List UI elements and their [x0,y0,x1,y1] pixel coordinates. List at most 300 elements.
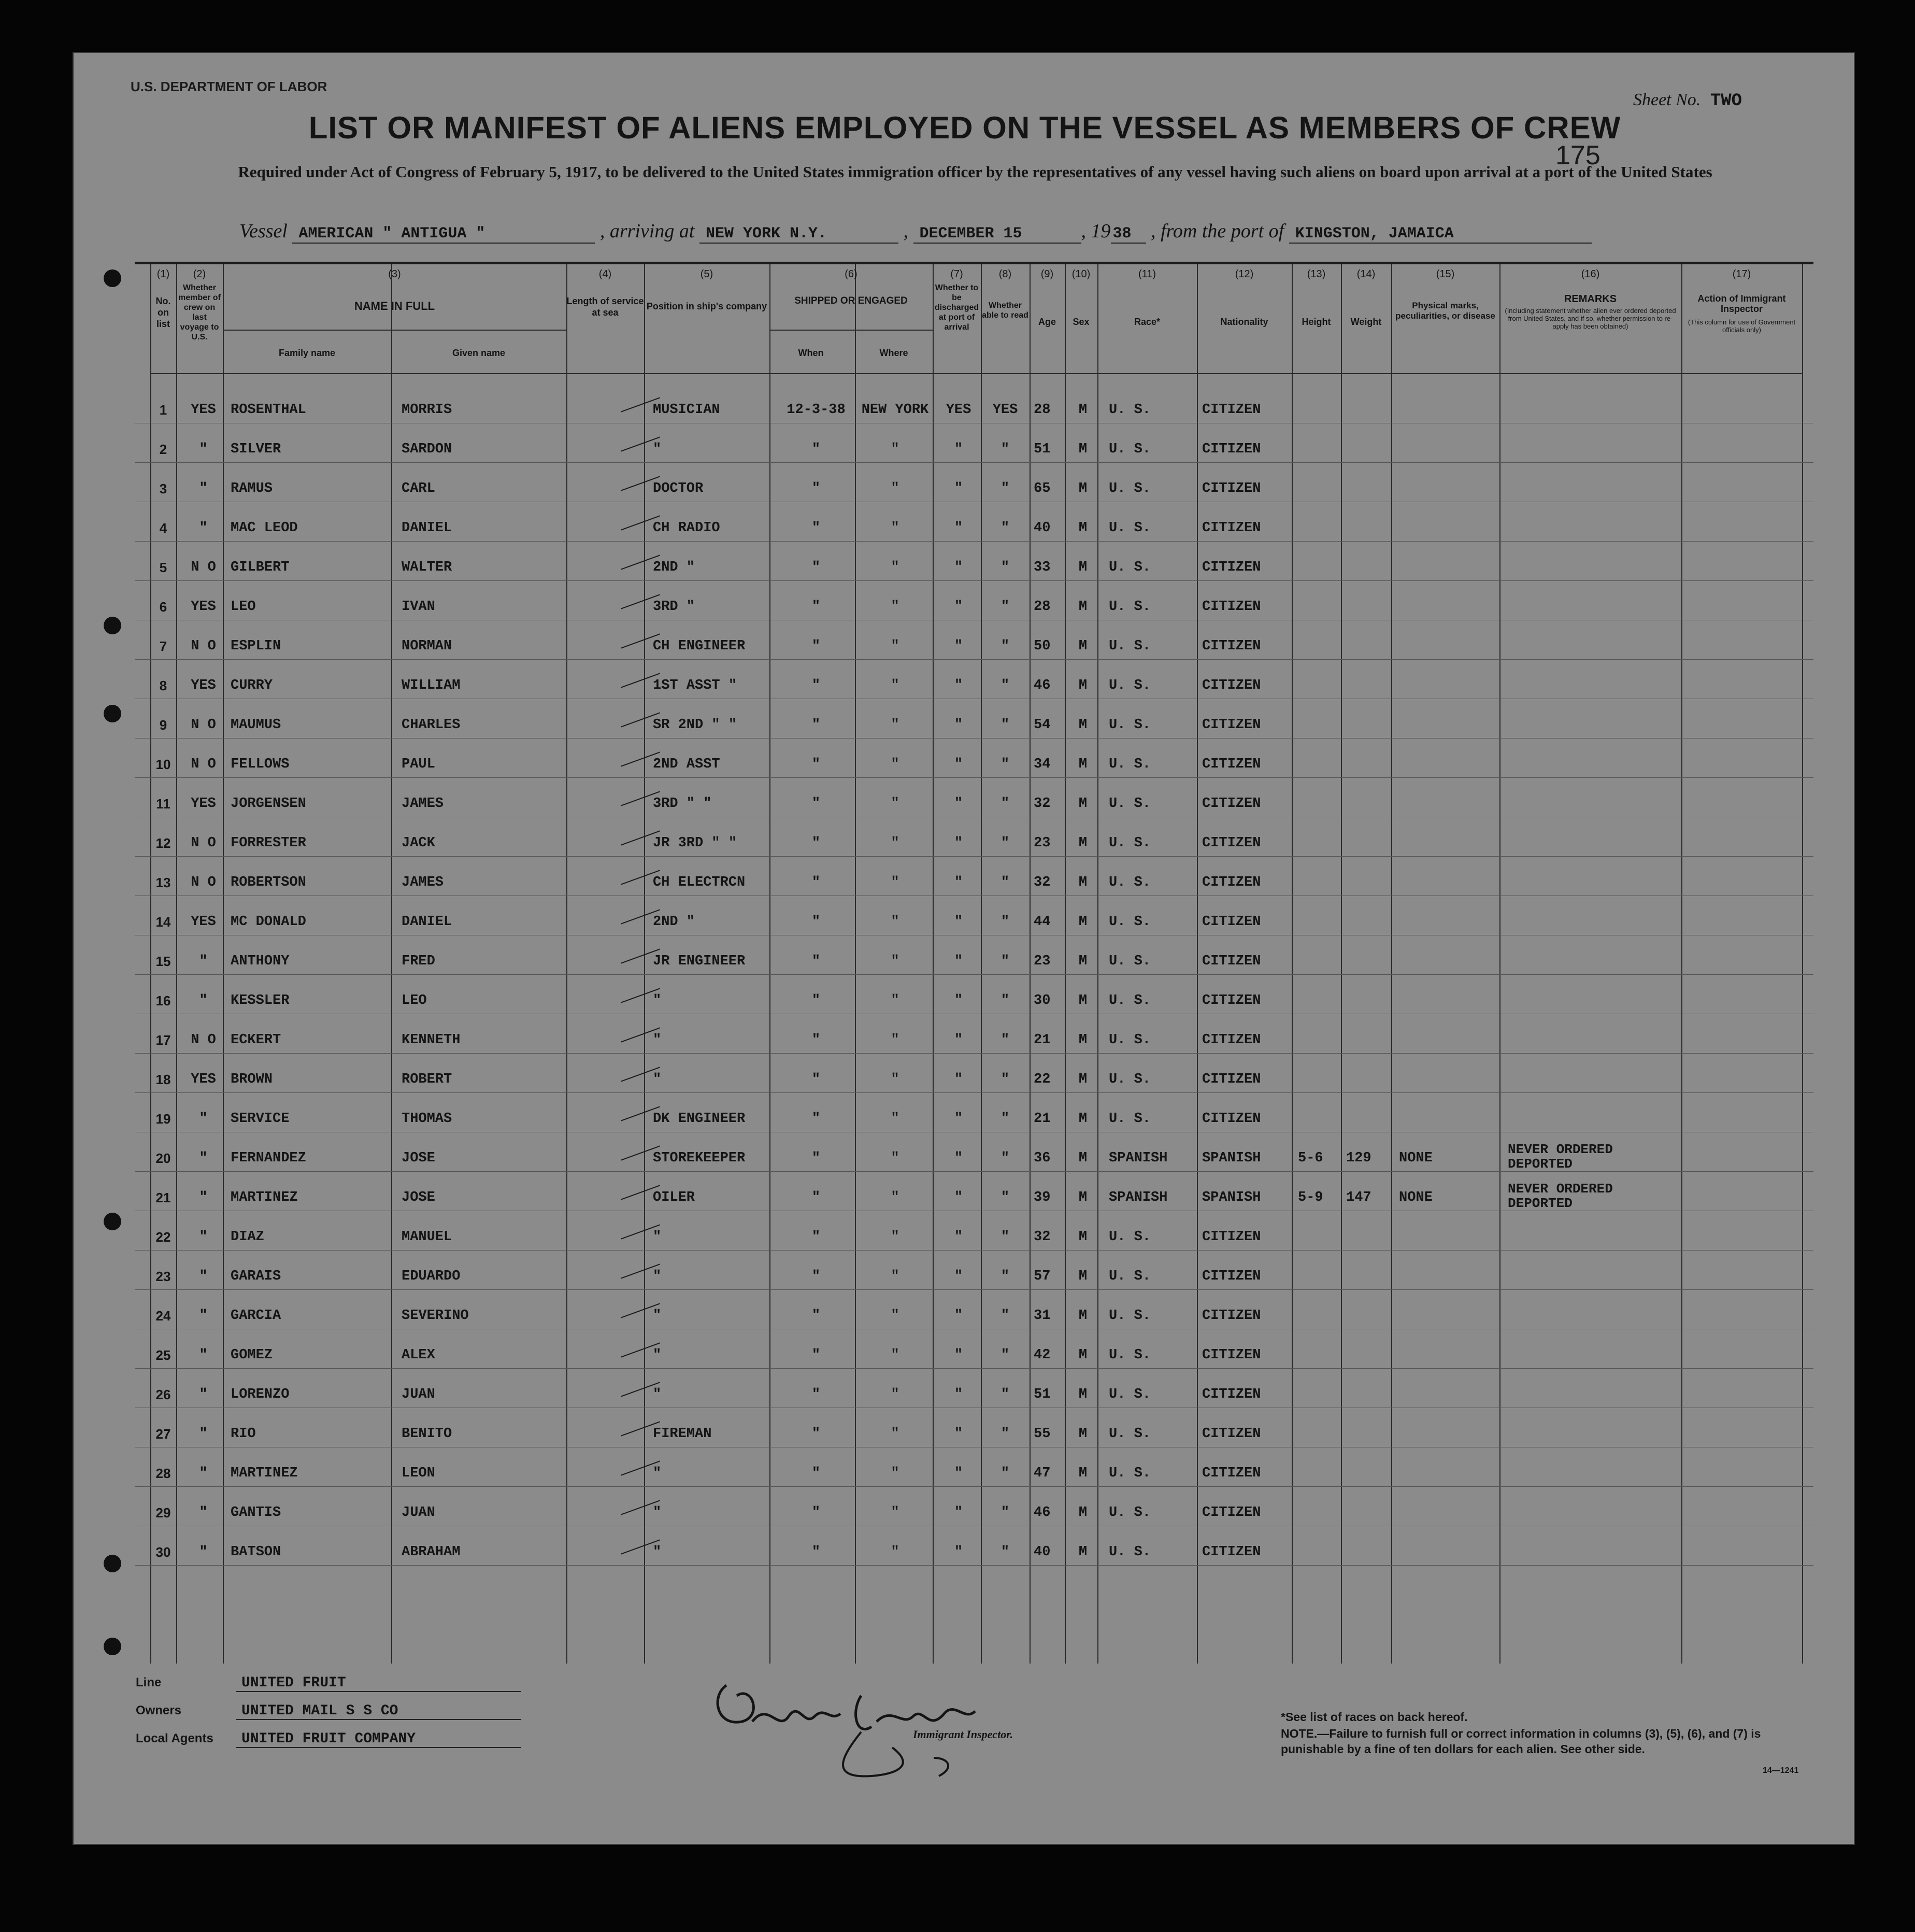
cell-shipped-where: " [891,1347,899,1363]
cell-last-voyage: N O [191,1032,216,1048]
cell-nationality: CITIZEN [1202,717,1261,733]
cell-nationality: CITIZEN [1202,1229,1261,1245]
cell-given-name: IVAN [402,599,435,615]
cell-last-voyage: " [199,993,208,1008]
table-row [135,1053,1813,1093]
cell-last-voyage: YES [191,914,216,930]
cell-family-name: MAUMUS [231,717,281,733]
cell-sex: M [1078,1426,1088,1442]
cell-sex: M [1078,638,1088,654]
sheet-number [1633,90,1742,111]
cell-sex: M [1078,402,1088,418]
table-row [135,935,1813,975]
cell-row-number: 24 [155,1308,171,1324]
line-label: Line [136,1675,162,1689]
col-num-14: (14) [1356,268,1376,280]
table-row [135,699,1813,738]
cell-nationality: CITIZEN [1202,875,1261,890]
cell-race: U. S. [1109,1269,1151,1284]
cell-shipped-when: " [811,678,821,693]
cell-age: 65 [1034,481,1051,496]
cell-row-number: 27 [155,1426,171,1442]
cell-last-voyage: YES [191,402,216,418]
cell-shipped-when: " [811,993,821,1008]
cell-shipped-when: 12-3-38 [787,402,846,418]
cell-family-name: GARAIS [231,1269,281,1284]
col-num-16: (16) [1581,268,1600,280]
owners-label: Owners [136,1703,182,1717]
cell-sex: M [1078,1269,1088,1284]
cell-last-voyage: " [199,1308,208,1324]
header-able-to-read: Whether able to read [982,301,1028,320]
cell-discharged: " [954,993,963,1008]
cell-physical-marks: NONE [1399,1150,1433,1166]
cell-shipped-where: " [891,442,899,457]
cell-age: 46 [1034,1505,1051,1521]
cell-sex: M [1078,599,1088,615]
cell-family-name: ESPLIN [231,638,281,654]
cell-given-name: WILLIAM [402,678,461,693]
cell-able-to-read: " [1001,1032,1010,1048]
cell-discharged: " [954,835,963,851]
cell-given-name: SEVERINO [402,1308,469,1324]
cell-shipped-where: " [891,954,899,969]
cell-last-voyage: " [199,1347,208,1363]
document-subtitle: Required under Act of Congress of February 5, 1917, to be delivered to the United States immigration officer by the representatives of any vessel having such aliens on board upon arrival at a port of the United States [238,163,1712,181]
table-row [135,423,1813,463]
cell-able-to-read: " [1001,1505,1010,1521]
agents-label: Local Agents [136,1731,213,1745]
cell-shipped-when: " [811,1032,821,1048]
cell-nationality: CITIZEN [1202,599,1261,615]
cell-position: 2ND ASST [653,757,720,772]
table-row [135,856,1813,896]
cell-family-name: KESSLER [231,993,290,1008]
header-shipped-or-engaged: SHIPPED OR ENGAGED [794,295,908,306]
arrival-date: DECEMBER 15 [913,225,1081,244]
departure-port: KINGSTON, JAMAICA [1289,225,1592,244]
cell-last-voyage: " [199,1269,208,1284]
cell-position: " [653,1072,662,1087]
cell-sex: M [1078,1032,1088,1048]
cell-nationality: CITIZEN [1202,678,1261,693]
cell-position: CH ELECTRCN [653,875,746,890]
cell-able-to-read: " [1001,1269,1010,1284]
cell-position: JR ENGINEER [653,954,746,969]
cell-race: U. S. [1109,1111,1151,1127]
cell-age: 30 [1034,993,1051,1008]
cell-position: 2ND " [653,914,695,930]
cell-family-name: JORGENSEN [231,796,306,812]
punch-hole [104,705,121,722]
cell-discharged: " [954,1229,963,1245]
cell-sex: M [1078,1308,1088,1324]
cell-nationality: CITIZEN [1202,1426,1261,1442]
cell-shipped-where: " [891,717,899,733]
cell-last-voyage: " [199,481,208,496]
cell-shipped-where: " [891,1269,899,1284]
from-port-label: , from the port of [1151,220,1284,242]
cell-shipped-when: " [811,1387,821,1402]
form-number: 14—1241 [1763,1766,1799,1775]
cell-race: U. S. [1109,757,1151,772]
cell-shipped-when: " [811,1466,821,1481]
cell-last-voyage: " [199,1544,208,1560]
cell-nationality: CITIZEN [1202,835,1261,851]
cell-row-number: 21 [155,1190,171,1205]
header-inspector-action: Action of Immigrant Inspector [1697,293,1786,314]
cell-row-number: 26 [155,1387,171,1402]
cell-shipped-when: " [811,1150,821,1166]
table-row [135,620,1813,660]
cell-shipped-when: " [811,914,821,930]
cell-given-name: MANUEL [402,1229,452,1245]
cell-row-number: 12 [155,835,171,851]
cell-family-name: MAC LEOD [231,520,298,536]
cell-nationality: CITIZEN [1202,1466,1261,1481]
vessel-line [239,220,1742,244]
cell-race: U. S. [1109,1544,1151,1560]
cell-able-to-read: " [1001,1150,1010,1166]
cell-row-number: 17 [155,1032,171,1048]
cell-family-name: ROBERTSON [231,875,306,890]
table-row [135,777,1813,817]
cell-family-name: MARTINEZ [231,1466,298,1481]
cell-shipped-when: " [811,1347,821,1363]
cell-position: 1ST ASST " [653,678,737,693]
cell-able-to-read: " [1001,914,1010,930]
date-separator: , [903,220,908,242]
cell-given-name: JAMES [402,875,444,890]
cell-remarks: NEVER ORDERED DEPORTED [1508,1142,1613,1172]
cell-row-number: 9 [159,717,167,733]
cell-shipped-when: " [811,835,821,851]
cell-position: FIREMAN [653,1426,712,1442]
header-height: Height [1302,317,1331,327]
cell-given-name: JUAN [402,1387,435,1402]
cell-age: 44 [1034,914,1051,930]
cell-race: U. S. [1109,1072,1151,1087]
cell-last-voyage: N O [191,835,216,851]
cell-discharged: " [954,1308,963,1324]
cell-nationality: CITIZEN [1202,1505,1261,1521]
col-num-15: (15) [1436,268,1455,280]
cell-last-voyage: " [199,954,208,969]
cell-family-name: ECKERT [231,1032,281,1048]
cell-shipped-where: " [891,835,899,851]
cell-family-name: BATSON [231,1544,281,1560]
cell-shipped-where: " [891,1150,899,1166]
cell-last-voyage: N O [191,717,216,733]
cell-family-name: FERNANDEZ [231,1150,306,1166]
cell-able-to-read: " [1001,678,1010,693]
cell-position: " [653,1269,662,1284]
cell-last-voyage: " [199,442,208,457]
cell-sex: M [1078,954,1088,969]
cell-family-name: FELLOWS [231,757,290,772]
cell-row-number: 22 [155,1229,171,1245]
cell-row-number: 4 [159,520,167,536]
cell-shipped-where: " [891,560,899,575]
cell-nationality: CITIZEN [1202,638,1261,654]
cell-sex: M [1078,1190,1088,1205]
table-row [135,462,1813,502]
cell-position: " [653,1347,662,1363]
cell-last-voyage: N O [191,560,216,575]
cell-discharged: " [954,1190,963,1205]
cell-nationality: CITIZEN [1202,402,1261,418]
cell-nationality: CITIZEN [1202,993,1261,1008]
cell-race: U. S. [1109,1347,1151,1363]
cell-age: 22 [1034,1072,1051,1087]
cell-age: 23 [1034,954,1051,969]
cell-shipped-where: " [891,1505,899,1521]
cell-given-name: EDUARDO [402,1269,461,1284]
cell-last-voyage: YES [191,678,216,693]
cell-given-name: ALEX [402,1347,435,1363]
cell-row-number: 5 [159,560,167,575]
table-row [135,1211,1813,1251]
table-row [135,1447,1813,1487]
cell-nationality: CITIZEN [1202,1072,1261,1087]
cell-given-name: DANIEL [402,520,452,536]
cell-discharged: " [954,1111,963,1127]
cell-shipped-where: " [891,1544,899,1560]
col-num-5: (5) [700,268,713,280]
cell-nationality: CITIZEN [1202,442,1261,457]
cell-nationality: CITIZEN [1202,1347,1261,1363]
cell-last-voyage: YES [191,599,216,615]
cell-able-to-read: " [1001,875,1010,890]
cell-shipped-where: " [891,1229,899,1245]
cell-nationality: CITIZEN [1202,1308,1261,1324]
cell-shipped-when: " [811,796,821,812]
cell-nationality: CITIZEN [1202,1387,1261,1402]
cell-shipped-when: " [811,1190,821,1205]
cell-last-voyage: " [199,1466,208,1481]
penalty-note: NOTE.—Failure to furnish full or correct information in columns (3), (5), (6), and (7) is punishable by a fine of ten dollars for each alien. See other side. [1281,1727,1761,1756]
cell-discharged: " [954,717,963,733]
cell-nationality: CITIZEN [1202,481,1261,496]
cell-discharged: " [954,796,963,812]
crew-table [135,262,1813,1664]
cell-shipped-when: " [811,638,821,654]
cell-race: SPANISH [1109,1190,1168,1205]
cell-age: 51 [1034,442,1051,457]
cell-shipped-where: " [891,638,899,654]
footer-agents [136,1731,521,1748]
col-num-12: (12) [1235,268,1254,280]
cell-nationality: CITIZEN [1202,796,1261,812]
cell-race: U. S. [1109,481,1151,496]
manifest-sheet [73,52,1855,1845]
cell-height: 5-9 [1298,1190,1323,1205]
cell-shipped-where: " [891,1308,899,1324]
races-note: *See list of races on back hereof. [1281,1710,1468,1724]
table-row [135,1526,1813,1566]
cell-race: U. S. [1109,954,1151,969]
arriving-label: , arriving at [599,220,695,242]
header-position: Position in ship's company [646,301,767,311]
cell-weight: 129 [1346,1150,1371,1166]
header-when: When [798,348,824,358]
sheet-number-value: TWO [1710,91,1742,111]
cell-given-name: ABRAHAM [402,1544,461,1560]
cell-nationality: CITIZEN [1202,560,1261,575]
cell-age: 57 [1034,1269,1051,1284]
cell-position: 3RD " [653,599,695,615]
cell-age: 36 [1034,1150,1051,1166]
cell-given-name: WALTER [402,560,452,575]
cell-able-to-read: " [1001,1544,1010,1560]
header-physical-marks: Physical marks, peculiarities, or disease [1395,301,1495,321]
cell-position: SR 2ND " " [653,717,737,733]
cell-race: U. S. [1109,1505,1151,1521]
cell-shipped-when: " [811,1111,821,1127]
cell-row-number: 19 [155,1111,171,1127]
inspector-label: Immigrant Inspector. [913,1728,1013,1741]
cell-shipped-where: " [891,875,899,890]
cell-discharged: YES [946,402,971,418]
cell-shipped-where: " [891,1466,899,1481]
cell-row-number: 10 [155,757,171,772]
cell-age: 31 [1034,1308,1051,1324]
arriving-port: NEW YORK N.Y. [699,225,898,244]
header-name-in-full: NAME IN FULL [354,300,435,312]
cell-shipped-when: " [811,442,821,457]
cell-sex: M [1078,993,1088,1008]
cell-last-voyage: " [199,1111,208,1127]
cell-sex: M [1078,678,1088,693]
owners-value: UNITED MAIL S S CO [236,1703,521,1720]
cell-sex: M [1078,1347,1088,1363]
cell-shipped-where: " [891,914,899,930]
cell-row-number: 8 [159,678,167,693]
cell-nationality: CITIZEN [1202,520,1261,536]
cell-sex: M [1078,481,1088,496]
cell-discharged: " [954,1032,963,1048]
cell-row-number: 7 [159,638,167,654]
cell-sex: M [1078,1229,1088,1245]
cell-shipped-where: " [891,1072,899,1087]
cell-age: 42 [1034,1347,1051,1363]
cell-able-to-read: " [1001,1111,1010,1127]
table-row [135,896,1813,935]
cell-sex: M [1078,1072,1088,1087]
department-label: U.S. DEPARTMENT OF LABOR [131,79,327,94]
cell-shipped-where: " [891,520,899,536]
cell-position: JR 3RD " " [653,835,737,851]
cell-row-number: 30 [155,1544,171,1560]
cell-shipped-where: " [891,1387,899,1402]
cell-position: STOREKEEPER [653,1150,746,1166]
cell-discharged: " [954,1505,963,1521]
cell-nationality: CITIZEN [1202,1032,1261,1048]
cell-last-voyage: N O [191,638,216,654]
cell-age: 47 [1034,1466,1051,1481]
cell-nationality: SPANISH [1202,1150,1261,1166]
cell-discharged: " [954,678,963,693]
table-row [135,1092,1813,1132]
cell-sex: M [1078,442,1088,457]
year-prefix: , 19 [1081,220,1111,242]
cell-age: 21 [1034,1111,1051,1127]
cell-age: 55 [1034,1426,1051,1442]
cell-able-to-read: " [1001,481,1010,496]
cell-age: 40 [1034,1544,1051,1560]
cell-discharged: " [954,1544,963,1560]
header-last-voyage: Whether member of crew on last voyage to U.S. [178,283,221,342]
cell-age: 39 [1034,1190,1051,1205]
cell-last-voyage: " [199,1505,208,1521]
cell-able-to-read: " [1001,1308,1010,1324]
cell-able-to-read: " [1001,1387,1010,1402]
cell-sex: M [1078,1111,1088,1127]
cell-shipped-when: " [811,520,821,536]
cell-position: " [653,1387,662,1402]
cell-sex: M [1078,717,1088,733]
cell-nationality: CITIZEN [1202,954,1261,969]
cell-able-to-read: " [1001,993,1010,1008]
cell-race: U. S. [1109,599,1151,615]
cell-row-number: 18 [155,1072,171,1087]
cell-family-name: RAMUS [231,481,273,496]
vessel-name: AMERICAN " ANTIGUA " [292,225,595,244]
cell-discharged: " [954,914,963,930]
cell-age: 46 [1034,678,1051,693]
cell-sex: M [1078,1150,1088,1166]
cell-position: CH RADIO [653,520,720,536]
cell-row-number: 16 [155,993,171,1008]
line-value: UNITED FRUIT [236,1675,521,1692]
table-row [135,659,1813,699]
cell-discharged: " [954,875,963,890]
cell-family-name: MARTINEZ [231,1190,298,1205]
cell-shipped-where: " [891,993,899,1008]
cell-discharged: " [954,520,963,536]
cell-race: U. S. [1109,993,1151,1008]
punch-hole [104,1213,121,1230]
cell-position: DOCTOR [653,481,704,496]
cell-sex: M [1078,1387,1088,1402]
cell-able-to-read: " [1001,796,1010,812]
col-num-11: (11) [1138,268,1156,280]
cell-given-name: JACK [402,835,435,851]
table-row [135,974,1813,1014]
cell-shipped-when: " [811,1229,821,1245]
table-row [135,1289,1813,1329]
cell-family-name: MC DONALD [231,914,306,930]
table-row [135,1171,1813,1211]
header-where: Where [879,348,908,358]
cell-shipped-where: " [891,757,899,772]
table-row [135,383,1813,423]
cell-shipped-when: " [811,1505,821,1521]
cell-last-voyage: YES [191,796,216,812]
cell-position: " [653,993,662,1008]
cell-given-name: ROBERT [402,1072,452,1087]
cell-age: 40 [1034,520,1051,536]
cell-sex: M [1078,796,1088,812]
punch-hole [104,269,121,287]
cell-sex: M [1078,1466,1088,1481]
header-family-name: Family name [278,348,336,358]
cell-row-number: 28 [155,1466,171,1481]
cell-discharged: " [954,1072,963,1087]
cell-row-number: 13 [155,875,171,890]
cell-able-to-read: " [1001,835,1010,851]
cell-shipped-where: " [891,796,899,812]
